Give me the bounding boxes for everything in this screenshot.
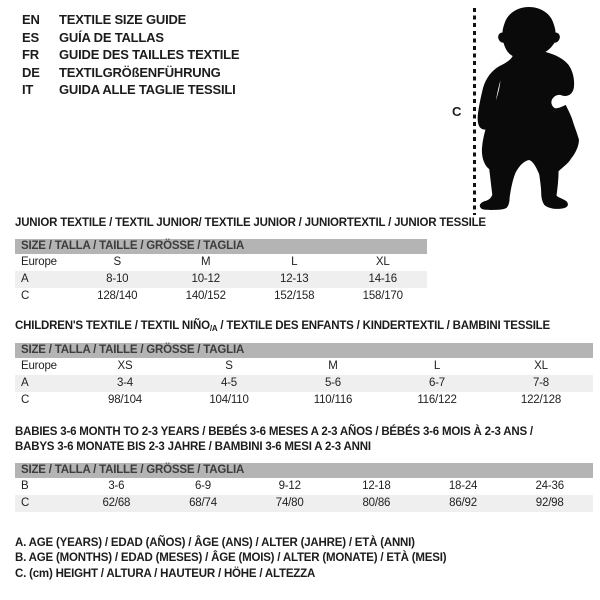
table-cell: 6-9 xyxy=(194,480,212,492)
table-row xyxy=(15,392,593,409)
language-row xyxy=(22,81,239,99)
table-cell: 12-18 xyxy=(362,480,391,492)
row-label: Europe xyxy=(21,256,57,268)
children-size-table xyxy=(15,343,593,409)
legend-notes xyxy=(15,536,446,582)
language-row xyxy=(22,11,239,29)
guide-title: TEXTILGRÖßENFÜHRUNG xyxy=(59,64,221,80)
table-cell: 14-16 xyxy=(368,273,397,285)
language-code: FR xyxy=(22,47,39,63)
language-code: EN xyxy=(22,12,40,27)
table-row xyxy=(15,254,427,271)
row-label: C xyxy=(21,394,30,406)
table-cell: 3-4 xyxy=(116,377,134,389)
table-cell: 128/140 xyxy=(97,290,138,302)
title-text: CHILDREN'S TEXTILE / TEXTIL NIÑO xyxy=(15,320,210,332)
table-cell: 104/110 xyxy=(209,394,249,406)
size-header-bar: SIZE / TALLA / TAILLE / GRÖSSE / TAGLIA xyxy=(15,239,427,254)
table-cell: 152/158 xyxy=(274,290,315,302)
table-row xyxy=(15,375,593,392)
height-marker-label: C xyxy=(452,104,462,119)
babies-size-table xyxy=(15,463,593,512)
language-code: ES xyxy=(22,29,39,45)
note-age-months: B. AGE (MONTHS) / EDAD (MESES) / ÂGE (MOIS) / ALTER (MONATE) / ETÀ (MESI) xyxy=(15,552,447,565)
guide-title: TEXTILE SIZE GUIDE xyxy=(59,12,187,27)
table-row xyxy=(15,478,593,495)
table-cell: 6-7 xyxy=(428,377,446,389)
table-cell: 3-6 xyxy=(108,480,125,492)
table-cell: 140/152 xyxy=(185,290,226,302)
table-cell: 86/92 xyxy=(449,497,477,509)
title-line: BABYS 3-6 MONATE BIS 2-3 JAHRE / BAMBINI 3-6 MESI A 2-3 ANNI xyxy=(15,441,371,453)
table-cell: 116/122 xyxy=(417,394,457,406)
title-line: BABIES 3-6 MONTH TO 2-3 YEARS / BEBÉS 3-6 MESES A 2-3 AÑOS / BÉBÉS 3-6 MOIS À 2-3 ANS / xyxy=(15,426,533,438)
table-row xyxy=(15,358,593,375)
table-cell: S xyxy=(113,256,121,268)
table-cell: XL xyxy=(534,360,548,372)
table-cell: 122/128 xyxy=(520,394,562,406)
row-label: C xyxy=(21,497,30,509)
table-row xyxy=(15,288,427,305)
row-label: Europe xyxy=(21,360,57,372)
language-row xyxy=(22,29,239,47)
table-cell: 92/98 xyxy=(535,497,564,509)
table-cell: XS xyxy=(117,360,133,372)
title-text: / TEXTILE DES ENFANTS / KINDERTEXTIL / BAMBINI TESSILE xyxy=(217,320,550,332)
table-cell: 24-36 xyxy=(535,480,564,492)
table-row xyxy=(15,271,427,288)
toddler-silhouette-image xyxy=(477,6,581,212)
note-height-cm: C. (cm) HEIGHT / ALTURA / HAUTEUR / HÖHE / ALTEZZA xyxy=(15,567,316,580)
table-row xyxy=(15,495,593,512)
language-code: DE xyxy=(22,64,40,80)
table-cell: 110/116 xyxy=(313,394,353,406)
table-cell: 4-5 xyxy=(220,377,238,389)
row-label: A xyxy=(21,377,29,389)
table-cell: M xyxy=(201,256,211,268)
junior-section-title: JUNIOR TEXTILE / TEXTIL JUNIOR/ TEXTILE JUNIOR / JUNIORTEXTIL / JUNIOR TESSILE xyxy=(15,217,486,229)
size-header-bar: SIZE / TALLA / TAILLE / GRÖSSE / TAGLIA xyxy=(15,463,593,478)
table-cell: M xyxy=(328,360,338,372)
table-cell: S xyxy=(225,360,233,372)
table-cell: 18-24 xyxy=(448,480,478,492)
table-cell: L xyxy=(433,360,441,372)
table-cell: 80/86 xyxy=(362,497,391,509)
table-cell: 158/170 xyxy=(362,290,403,302)
row-label: C xyxy=(21,290,30,302)
table-cell: 12-13 xyxy=(280,273,309,285)
language-title-list xyxy=(22,11,239,99)
table-cell: L xyxy=(291,256,298,268)
note-age-years: A. AGE (YEARS) / EDAD (AÑOS) / ÂGE (ANS) / ALTER (JAHRE) / ETÀ (ANNI) xyxy=(15,537,415,549)
title-subscript: /A xyxy=(209,324,218,333)
junior-size-table xyxy=(15,239,427,305)
table-cell: 10-12 xyxy=(191,273,220,285)
table-cell: 7-8 xyxy=(532,377,550,389)
table-cell: 98/104 xyxy=(108,394,142,406)
table-cell: 5-6 xyxy=(324,377,342,389)
language-row xyxy=(22,46,239,64)
table-cell: 68/74 xyxy=(189,497,217,509)
table-cell: 74/80 xyxy=(275,497,304,509)
language-code: IT xyxy=(22,82,34,98)
language-row xyxy=(22,64,239,82)
height-dashed-line xyxy=(473,8,476,215)
table-cell: 62/68 xyxy=(102,497,131,509)
guide-title: GUIDE DES TAILLES TEXTILE xyxy=(59,47,240,63)
guide-title: GUÍA DE TALLAS xyxy=(59,29,164,45)
size-header-bar: SIZE / TALLA / TAILLE / GRÖSSE / TAGLIA xyxy=(15,343,593,358)
table-cell: XL xyxy=(375,256,390,268)
row-label: B xyxy=(21,480,29,492)
table-cell: 8-10 xyxy=(106,273,129,285)
row-label: A xyxy=(21,273,29,285)
babies-section-title xyxy=(15,425,533,455)
children-section-title xyxy=(15,319,550,336)
table-cell: 9-12 xyxy=(278,480,301,492)
guide-title: GUIDA ALLE TAGLIE TESSILI xyxy=(59,82,236,98)
